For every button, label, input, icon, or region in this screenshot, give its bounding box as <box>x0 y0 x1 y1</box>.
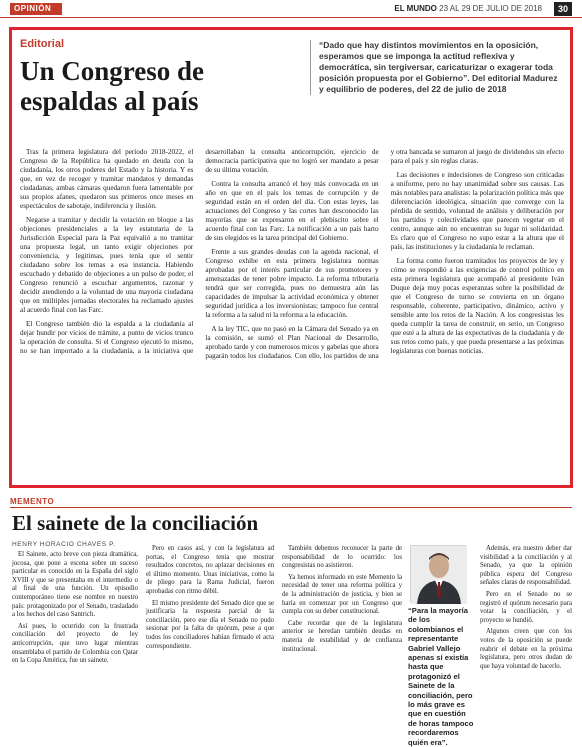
memento-section-label: MEMENTO <box>10 497 55 506</box>
editorial-body <box>20 148 564 480</box>
editorial-paragraph: La forma como fueron tramitados los proyectos de ley y cómo se respondió a las exigencias de control político en esta primera legislatura que acompañó al presidente Iván Duque deja muy pocas esperanzas sobre la posibilidad de que el Congreso de turno se convierta en un órgano responsable, coherente, participativo, dinámico, activo y sensible ante los retos de la Nación. A los congresistas les queda cumplir la tarea de construir, en serio, un Congreso que esté a la altura de las expectativas de la ciudadanía y de sus retos como país, y que pueda presentarse a las próximas legislaturas con buenas noticias. <box>390 257 564 355</box>
memento-column-1 <box>12 551 138 701</box>
memento-title: El sainete de la conciliación <box>12 511 259 535</box>
byline: HENRY HORACIO CHAVES P. <box>12 541 116 548</box>
editorial-paragraph: El Congreso también dio la espalda a la ciudadanía al dejar hundir por vicios de trámite, a punto de vicios trunco la operación de consulta. Si el Congreso ejecutó lo mismo, no se han importado a la ciudadanía, a la iniciativa que desarrollaban la consulta anticorrupción, ejercicio de democracia participativa que no logró ser mandato a pesar de su última votación. <box>20 148 379 355</box>
section-label: OPINIÓN <box>10 3 62 15</box>
publication-name: EL MUNDO <box>394 4 437 13</box>
memento-paragraph: El Sainete, acto breve con pieza dramática, jocosa, que pone a escena sobre un suceso particular es conocido en la España del siglo XVIII y que se presentaba en el intermedio o al final de una función. Un episodio contemporáneo tiene ese nombre en nuestro país: protagonizado por el Senado, trasladado a los hechos del caso Santrich. <box>12 551 138 619</box>
editorial-paragraph: Negarse a tramitar y decidir la votación en bloque a las objeciones presidenciales a la ley estatutaria de la Jurisdicción Especial para la Paz equivalió a no tramitar una propuesta legal, un tanto exigir objeciones por conveniencia, y legitimas, pues tenía que el sentir ciudadano sobre los temas a esa instancia. Habiendo escuchado y debatido de objeciones a un pulso de poder, el Congreso renunció a escuchar argumentos, razonar y decidir atendiendo a la voluntad de una mayoría ciudadana que en múltiples jornadas electorales ha reclamado ajustes al acuerdo final con las Farc. <box>20 216 194 314</box>
memento-paragraph: Así pues, lo ocurrido con la frustrada conciliación del proyecto de ley anticorrupción, que tuvo lugar mientras ensamblaba el partido de Colombia con Qatar en la Copa América, fue un sainete. <box>12 622 138 665</box>
editorial-quote: “Dado que hay distintos movimientos en la oposición, esperamos que se imponga la actitud reflexiva y democrática, sin tergiversar, caricaturizar o exagerar toda posición propuesta por el Gobierno”. Del editorial Madurez y equilibrio de poderes, del 22 de julio de 2018 <box>310 40 560 95</box>
dateline <box>394 4 542 13</box>
memento-column-2 <box>146 545 274 701</box>
page-header <box>0 0 582 18</box>
person-portrait-icon <box>411 546 467 604</box>
editorial-paragraph: Contra la consulta arrancó el hoy más convocada en un año en que en el país los temas de corrupción y de seguridad están en el orden del día. Con estas leyes, las actuaciones del Congreso y las cortes han desconocido las mayorías que se expresaron en el plebiscito sobre el acuerdo final con las Farc. La notificación a un país harto de sus elegidos es la tarea principal del Gobierno. <box>205 180 379 242</box>
memento-paragraph: Pero en casos así, y con la legislatura ad portas, el Congreso tenía que mostrar resultados concretos, no aplazar decisiones en el último momento. Unas iniciativas, como la de pliego para la Rama Judicial, fueron aprobadas con ritmo débil. <box>146 545 274 595</box>
editorial-box <box>9 27 573 488</box>
editorial-paragraph: Frente a sus grandes deudas con la agenda nacional, el Congreso exhibe en esta primera legislatura normas aprobadas por el interés particular de sus promotores y amenazadas de tener pobre impacto. La reforma tributaria tendrá que ser corregida, pues no demuestra aún las capacidades de impulsar la actividad económica y obtener seguridad jurídica a los inversionistas; tampoco fue central la reforma a la salud ni la reforma a la educación. <box>205 248 379 319</box>
page-number: 30 <box>554 2 572 16</box>
editorial-paragraph: Tras la primera legislatura del período 2018-2022, el Congreso de la República ha quedado en deuda con la ciudadanía, los otros poderes del Estado y la historia. Y es que, en vez de recoger y tramitar mandatos y demandas ciudadanas, ambas cámaras quedaron fuera lamentable por sus propios afanes, quedaron sus primeros once meses en espectáculos de sabotaje, indiferencia y ilusión. <box>20 148 194 210</box>
memento-paragraph: Pero en el Senado no se registró el quórum necesario para votar la conciliación, y el proyecto se hundió. <box>480 590 572 624</box>
section-divider <box>10 507 572 508</box>
issue-date: 23 AL 29 DE JULIO DE 2018 <box>439 4 542 13</box>
editorial-title: Un Congreso de espaldas al país <box>20 56 205 116</box>
editorial-paragraph: Las decisiones e indecisiones de Congreso son criticadas a uniforme, pero no hay unanimidad sobre sus causas. Las más notables para analistas: la polarización política más que diferenciación ideológica, situación que converge con la pérdida de sentido, voluntad de análisis y deliberación por los partidos y colectividades que parecen vegetar en el centro, aunque aún no encuentran su lugar ni solidaridad. Es claro que el Congreso no supo estar a la altura que el país, las instituciones y la ciudadanía le reclaman. <box>390 171 564 251</box>
memento-column-4 <box>480 545 572 701</box>
memento-paragraph: Además, era nuestro deber dar visibilidad a la conciliación y al Senado, ya que la opinión pública espera del Congreso señales claras de responsabilidad. <box>480 545 572 587</box>
memento-paragraph: Algunos creen que con los votos de la oposición se puede reabrir el debate en la próxima legislatura, pero otros dudan de que haya voluntad de hacerlo. <box>480 628 572 670</box>
memento-paragraph: Cabe recordar que de la legislatura anterior se heredan también deudas en materia de estabilidad y de confianza institucional. <box>282 619 402 653</box>
author-photo <box>410 545 466 603</box>
pull-quote: “Para la mayoría de los colombianos el representante Gabriel Vallejo apenas sí existía hasta que protagonizó el Sainete de la conciliación, pero lo más grave es que en cuestión de horas tampoco recordaremos quién era”. <box>408 606 474 747</box>
memento-column-3 <box>282 545 402 701</box>
memento-paragraph: El mismo presidente del Senado dice que se justificaría la respuesta parcial de la conciliación, pero ese día el Senado no pudo sesionar por la falta de quórum, pese a que todos los conciliadores habían firmado el acta correspondiente. <box>146 599 274 650</box>
memento-paragraph: También debemos reconocer la parte de responsabilidad de lo ocurrido: los congresistas no asistieron. <box>282 545 402 570</box>
memento-paragraph: Ya hemos informado en este Memento la necesidad de tener una reforma política y de la administración de justicia, y bien se haría en comenzar por un Congreso que cumpla con su deber constitucional. <box>282 573 402 616</box>
editorial-paragraph: A la ley TIC, que no pasó en la Cámara del Senado ya en la comisión, se sumó el Plan Nacional de Desarrollo, aprobado tarde y con numerosos micos y gabelas que ahora pagarán todos los ciudadanos. Con ello, los partidos de una y otra bancada se sumaron al juego de dividendos sin efecto para el país y sin reglas claras. <box>205 148 564 360</box>
editorial-label: Editorial <box>20 38 65 50</box>
